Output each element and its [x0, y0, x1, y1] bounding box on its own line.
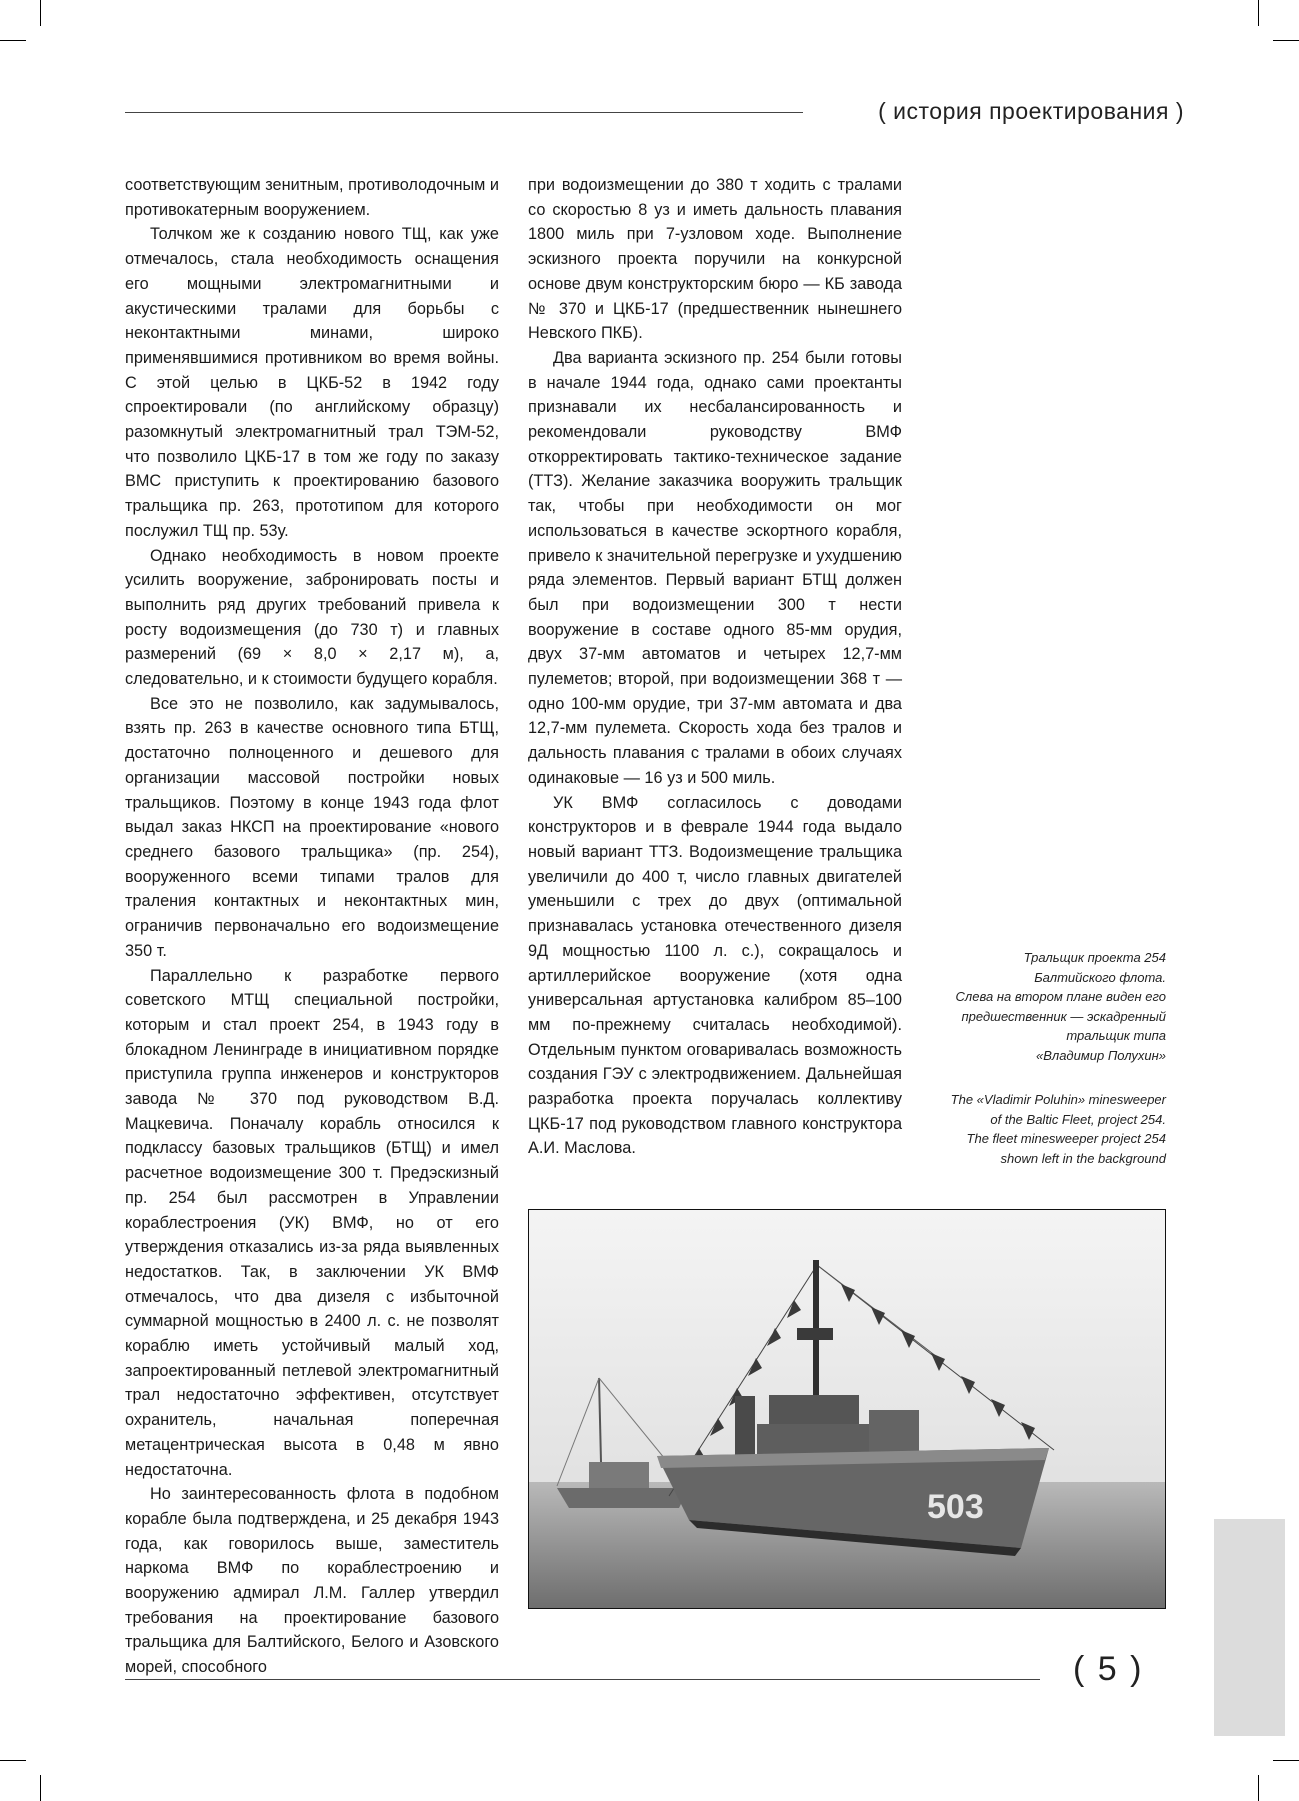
section-title: ( история проектирования ) — [878, 98, 1184, 124]
paragraph: Все это не позволило, как задумывалось, взять пр. 263 в качестве основного типа БТЩ, достаточно полноценного и дешевого для организации массовой постройки новых тральщиков. Поэтому в конце 1943 года флот выдал заказ НКСП на проектирование «нового среднего базового тральщика» (пр. 254), вооруженного всеми типами тралов для траления контактных и неконтактных мин, ограничив первоначально его водоизмещение 350 т. — [125, 694, 499, 960]
page-number: ( 5 ) — [1073, 1650, 1144, 1688]
paragraph: при водоизмещении до 380 т ходить с тралами со скоростью 8 уз и иметь дальность плавания 1800 миль при 7-узловом ходе. Выполнение эскизного проекта поручили на конкурсной основе двум конструкторским бюро — КБ завода № 370 и ЦКБ-17 (предшественник нынешнего Невского ПКБ). — [528, 176, 902, 343]
caption-line: shown left in the background — [1000, 1150, 1166, 1166]
crop-mark — [1258, 1775, 1259, 1801]
header-rule — [125, 112, 803, 113]
crop-mark — [1273, 40, 1299, 41]
caption-line: Балтийского флота. — [1034, 969, 1166, 985]
text-column-left — [125, 173, 499, 1680]
caption-line: «Владимир Полухин» — [1035, 1047, 1166, 1063]
paragraph: соответствующим зенитным, противолодочным и противокатерным вооружением. — [125, 176, 499, 219]
ship-photo — [528, 1209, 1166, 1609]
paragraph: Но заинтересованность флота в подобном корабле была подтверждена, и 25 декабря 1943 года, как говорилось выше, заместитель наркома ВМФ по кораблестроению и вооружению адмирал Л.М. Галлер утвердил требования на проектирование базового тральщика для Балтийского, Белого и Азовского морей, способного — [125, 1485, 499, 1677]
crop-mark — [0, 40, 26, 41]
caption-line: предшественник — эскадренный — [961, 1008, 1166, 1024]
photo-caption-en — [926, 1090, 1166, 1168]
side-tab — [1214, 1519, 1285, 1736]
crop-mark — [1273, 1760, 1299, 1761]
caption-line: The fleet minesweeper project 254 — [966, 1131, 1166, 1146]
hull-number: 503 — [927, 1488, 984, 1526]
photo-caption-ru — [926, 948, 1166, 1065]
ship-illustration — [529, 1210, 1165, 1608]
caption-line: тральщик типа — [1066, 1028, 1166, 1043]
paragraph: Толчком же к созданию нового ТЩ, как уже отмечалось, стала необходимость оснащения его мощными электромагнитными и акустическими тралами для борьбы с неконтактными минами, широко применявшимися противником во время войны. С этой целью в ЦКБ-52 в 1942 году спроектировали (по английскому образцу) разомкнутый электромагнитный трал ТЭМ-52, что позволило ЦКБ-17 в том же году по заказу ВМС приступить к проектированию базового тральщика пр. 263, прототипом для которого послужил ТЩ пр. 53у. — [125, 225, 499, 540]
paragraph: Параллельно к разработке первого советского МТЩ специальной постройки, которым и стал проект 254, в 1943 году в блокадном Ленинграде в инициативном порядке приступила группа инженеров и конструкторов завода № 370 под руководством В.Д. Мацкевича. Поначалу корабль относился к подклассу базовых тральщиков (БТЩ) и имел расчетное водоизмещение 300 т. Предэскизный пр. 254 был рассмотрен в Управлении кораблестроения (УК) ВМФ, но от его утверждения отказались из-за ряда выявленных недостатков. Так, в заключении УК ВМФ отмечалось, что два дизеля с избыточной суммарной мощностью в 2400 л. с. не позволят кораблю иметь устойчивый малый ход, запроектированный петлевой электромагнитный трал недостаточно эффективен, отсутствует охранитель, начальная поперечная метацентрическая высота в 0,48 м явно недостаточна. — [125, 966, 499, 1479]
crop-mark — [1258, 0, 1259, 26]
text-column-middle — [528, 173, 902, 1161]
caption-line: The «Vladimir Poluhin» minesweeper — [950, 1092, 1166, 1107]
paragraph: УК ВМФ согласилось с доводами конструкторов и в феврале 1944 года выдало новый вариант ТТЗ. Водоизмещение тральщика увеличили до 400 т, число главных двигателей уменьшили с трех до двух (оптимальной признавалась установка отечественного дизеля 9Д мощностью 1100 л. с.), сокращалось и артиллерийское вооружение (хотя одна универсальная артустановка калибром 85–100 мм по-прежнему считалась необходимой). Отдельным пунктом оговаривалась возможность создания ГЭУ с электродвижением. Дальнейшая разработка проекта поручалась коллективу ЦКБ-17 под руководством главного конструктора А.И. Маслова. — [528, 793, 902, 1158]
crop-mark — [40, 0, 41, 26]
footer-rule — [125, 1679, 1040, 1680]
caption-line: Тральщик проекта 254 — [1023, 950, 1166, 965]
paragraph: Однако необходимость в новом проекте усилить вооружение, забронировать посты и выполнить ряд других требований привела к росту водоизмещения (до 730 т) и главных размерений (69 × 8,0 × 2,17 м), а, следовательно, и к стоимости будущего корабля. — [125, 546, 499, 689]
caption-line: of the Baltic Fleet, project 254. — [990, 1111, 1166, 1127]
paragraph: Два варианта эскизного пр. 254 были готовы в начале 1944 года, однако сами проектанты признавали их несбалансированность и рекомендовали руководству ВМФ откорректировать тактико-техническое задание (ТТЗ). Желание заказчика вооружить тральщик так, чтобы при необходимости он мог использоваться в качестве эскортного корабля, привело к значительной перегрузке и ухудшению ряда элементов. Первый вариант БТЩ должен был при водоизмещении 300 т нести вооружение в составе одного 85-мм орудия, двух 37-мм автоматов и четырех 12,7-мм пулеметов; второй, при водоизмещении 368 т — одно 100-мм орудие, три 37-мм автомата и два 12,7-мм пулемета. Скорость хода без тралов и дальность плавания с тралами в обоих случаях одинаковые — 16 уз и 500 миль. — [528, 348, 902, 787]
caption-line: Слева на втором плане виден его — [955, 989, 1166, 1004]
crop-mark — [40, 1775, 41, 1801]
crop-mark — [0, 1760, 26, 1761]
